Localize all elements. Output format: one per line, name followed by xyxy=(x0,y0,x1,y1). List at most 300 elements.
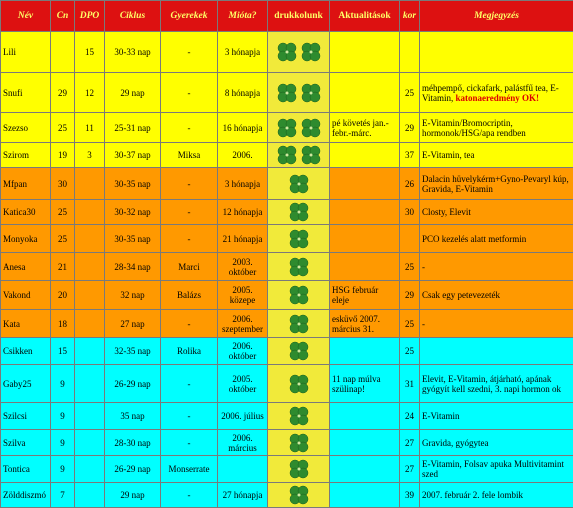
miota-cell xyxy=(218,281,268,310)
name-cell xyxy=(1,365,51,403)
four-leaf-clover-icon xyxy=(287,463,311,473)
cn-cell xyxy=(51,403,75,430)
name-cell xyxy=(1,403,51,430)
name-cell-text: Lili xyxy=(3,47,16,57)
gyerekek-cell-text: - xyxy=(188,47,191,57)
gyerekek-cell xyxy=(161,113,218,143)
gyerekek-cell-text: - xyxy=(188,88,191,98)
megjegyzes-cell-text: Dalacin hüvelykérm+Gyno-Pevaryl kúp, Gravida, E-Vitamin xyxy=(422,174,569,194)
kor-cell xyxy=(400,225,420,253)
name-cell xyxy=(1,200,51,225)
name-cell-text: Szirom xyxy=(3,150,29,160)
kor-cell-text: 30 xyxy=(405,207,414,217)
ciklus-cell-text: 28-30 nap xyxy=(114,438,150,448)
table-row xyxy=(1,168,573,200)
gyerekek-cell-text: Miksa xyxy=(178,150,201,160)
megjegyzes-cell-text: - xyxy=(422,262,425,272)
table-row xyxy=(1,310,573,338)
gyerekek-cell xyxy=(161,365,218,403)
cn-cell xyxy=(51,73,75,113)
kor-cell xyxy=(400,168,420,200)
name-cell xyxy=(1,73,51,113)
name-cell xyxy=(1,483,51,508)
col-header-name: Név xyxy=(1,1,51,32)
drukkolunk-cell xyxy=(268,143,330,168)
megjegyzes-cell xyxy=(420,403,573,430)
name-cell-text: Katica30 xyxy=(3,207,35,217)
aktualitasok-cell xyxy=(330,73,400,113)
miota-cell xyxy=(218,200,268,225)
ciklus-cell-text: 29 nap xyxy=(120,490,144,500)
miota-cell xyxy=(218,168,268,200)
gyerekek-cell xyxy=(161,403,218,430)
four-leaf-clover-icon xyxy=(287,410,311,420)
name-cell xyxy=(1,338,51,365)
aktualitasok-cell xyxy=(330,365,400,403)
miota-cell-text: 12 hónapja xyxy=(223,207,263,217)
ciklus-cell xyxy=(105,456,161,483)
name-cell xyxy=(1,281,51,310)
name-cell-text: Vakond xyxy=(3,290,31,300)
drukkolunk-cell xyxy=(268,310,330,338)
miota-cell xyxy=(218,483,268,508)
four-leaf-clover-icon xyxy=(275,46,299,56)
ciklus-cell xyxy=(105,403,161,430)
ciklus-cell-text: 35 nap xyxy=(120,411,144,421)
ciklus-cell xyxy=(105,483,161,508)
aktualitasok-cell xyxy=(330,281,400,310)
gyerekek-cell-text: Balázs xyxy=(177,290,201,300)
miota-cell-text: 3 hónapja xyxy=(225,179,260,189)
dpo-cell xyxy=(75,338,105,365)
cn-cell-text: 9 xyxy=(60,464,65,474)
ciklus-cell xyxy=(105,200,161,225)
kor-cell xyxy=(400,253,420,281)
cn-cell-text: 21 xyxy=(58,262,67,272)
megjegyzes-cell-text: E-Vitamin/Bromocriptin, hormonok/HSG/apa rendben xyxy=(422,118,526,138)
ciklus-cell xyxy=(105,225,161,253)
miota-cell xyxy=(218,430,268,456)
table-row xyxy=(1,225,573,253)
highlight-note: katonaeredmény OK! xyxy=(455,93,539,103)
cn-cell xyxy=(51,143,75,168)
gyerekek-cell-text: - xyxy=(188,438,191,448)
cn-cell-text: 9 xyxy=(60,379,65,389)
megjegyzes-cell xyxy=(420,281,573,310)
miota-cell-text: 2003. október xyxy=(229,257,257,277)
cn-cell xyxy=(51,456,75,483)
megjegyzes-cell xyxy=(420,143,573,168)
dpo-cell xyxy=(75,225,105,253)
col-header-cn: Cn xyxy=(51,1,75,32)
kor-cell-text: 37 xyxy=(405,150,414,160)
name-cell xyxy=(1,456,51,483)
megjegyzes-cell xyxy=(420,430,573,456)
aktualitasok-cell xyxy=(330,225,400,253)
four-leaf-clover-icon xyxy=(299,149,323,159)
col-header-ciklus: Ciklus xyxy=(105,1,161,32)
miota-cell-text: 2006. október xyxy=(229,341,257,361)
dpo-cell xyxy=(75,365,105,403)
name-cell-text: Szilcsi xyxy=(3,411,27,421)
aktualitasok-cell xyxy=(330,253,400,281)
col-header-miota: Mióta? xyxy=(218,1,268,32)
cn-cell xyxy=(51,365,75,403)
gyerekek-cell-text: Marci xyxy=(178,262,200,272)
drukkolunk-cell xyxy=(268,113,330,143)
name-cell-text: Szezso xyxy=(3,123,28,133)
ciklus-cell-text: 30-35 nap xyxy=(114,179,150,189)
dpo-cell xyxy=(75,253,105,281)
gyerekek-cell xyxy=(161,281,218,310)
kor-cell xyxy=(400,113,420,143)
gyerekek-cell xyxy=(161,73,218,113)
name-cell xyxy=(1,168,51,200)
kor-cell-text: 26 xyxy=(405,179,414,189)
megjegyzes-cell xyxy=(420,73,573,113)
miota-cell-text: 8 hónapja xyxy=(225,88,260,98)
kor-cell-text: 27 xyxy=(405,438,414,448)
megjegyzes-cell-text: Gravida, gyógytea xyxy=(422,438,488,448)
drukkolunk-cell xyxy=(268,456,330,483)
megjegyzes-cell-text: PCO kezelés alatt metformin xyxy=(422,234,526,244)
aktualitasok-cell xyxy=(330,168,400,200)
four-leaf-clover-icon xyxy=(287,206,311,216)
drukkolunk-cell xyxy=(268,365,330,403)
cn-cell-text: 9 xyxy=(60,411,65,421)
megjegyzes-cell-text: méhpempő, cickafark, palástfű tea, E-Vitamin, xyxy=(422,83,559,103)
cn-cell xyxy=(51,430,75,456)
miota-cell xyxy=(218,310,268,338)
cn-cell xyxy=(51,253,75,281)
gyerekek-cell-text: - xyxy=(188,319,191,329)
four-leaf-clover-icon xyxy=(287,261,311,271)
aktualitasok-cell xyxy=(330,32,400,73)
col-header-drukkolunk: drukkolunk xyxy=(268,1,330,32)
aktualitasok-cell-text: 11 nap múlva szülinap! xyxy=(332,374,381,394)
gyerekek-cell xyxy=(161,310,218,338)
gyerekek-cell xyxy=(161,483,218,508)
miota-cell xyxy=(218,113,268,143)
ciklus-cell-text: 32 nap xyxy=(120,290,144,300)
ciklus-cell-text: 30-35 nap xyxy=(114,234,150,244)
name-cell-text: Tontica xyxy=(3,464,30,474)
name-cell xyxy=(1,32,51,73)
cn-cell-text: 30 xyxy=(58,179,67,189)
miota-cell xyxy=(218,403,268,430)
miota-cell-text: 2005. október xyxy=(229,374,257,394)
kor-cell xyxy=(400,143,420,168)
miota-cell xyxy=(218,32,268,73)
kor-cell-text: 31 xyxy=(405,379,414,389)
aktualitasok-cell xyxy=(330,113,400,143)
cn-cell-text: 7 xyxy=(60,490,65,500)
cn-cell xyxy=(51,113,75,143)
ciklus-cell-text: 30-37 nap xyxy=(114,150,150,160)
megjegyzes-cell xyxy=(420,253,573,281)
dpo-cell xyxy=(75,430,105,456)
miota-cell xyxy=(218,338,268,365)
cn-cell-text: 20 xyxy=(58,290,67,300)
table-row xyxy=(1,365,573,403)
ciklus-cell-text: 27 nap xyxy=(120,319,144,329)
ciklus-cell xyxy=(105,430,161,456)
drukkolunk-cell xyxy=(268,225,330,253)
cn-cell xyxy=(51,483,75,508)
ciklus-cell xyxy=(105,365,161,403)
aktualitasok-cell-text: pé követés jan.-febr.-márc. xyxy=(332,118,389,138)
miota-cell xyxy=(218,73,268,113)
miota-cell-text: 2006. xyxy=(232,150,252,160)
ciklus-cell-text: 32-35 nap xyxy=(114,346,150,356)
gyerekek-cell xyxy=(161,225,218,253)
megjegyzes-cell xyxy=(420,168,573,200)
table-row xyxy=(1,456,573,483)
drukkolunk-cell xyxy=(268,430,330,456)
four-leaf-clover-icon xyxy=(299,87,323,97)
megjegyzes-cell-text: E-Vitamin xyxy=(422,411,459,421)
drukkolunk-cell xyxy=(268,338,330,365)
kor-cell xyxy=(400,483,420,508)
four-leaf-clover-icon xyxy=(287,318,311,328)
cn-cell-text: 25 xyxy=(58,123,67,133)
name-cell-text: Monyoka xyxy=(3,234,38,244)
megjegyzes-cell xyxy=(420,456,573,483)
aktualitasok-cell xyxy=(330,143,400,168)
megjegyzes-cell-text: E-Vitamin, tea xyxy=(422,150,474,160)
miota-cell-text: 2006. szeptember xyxy=(222,314,263,334)
kor-cell xyxy=(400,310,420,338)
megjegyzes-cell xyxy=(420,483,573,508)
miota-cell-text: 2005. közepe xyxy=(230,285,255,305)
gyerekek-cell xyxy=(161,200,218,225)
aktualitasok-cell xyxy=(330,403,400,430)
megjegyzes-cell xyxy=(420,310,573,338)
cn-cell xyxy=(51,338,75,365)
ciklus-cell-text: 29 nap xyxy=(120,88,144,98)
aktualitasok-cell xyxy=(330,483,400,508)
kor-cell xyxy=(400,430,420,456)
four-leaf-clover-icon xyxy=(287,289,311,299)
cn-cell xyxy=(51,310,75,338)
dpo-cell xyxy=(75,143,105,168)
four-leaf-clover-icon xyxy=(299,122,323,132)
drukkolunk-cell xyxy=(268,281,330,310)
header-row xyxy=(1,1,573,32)
dpo-cell-text: 12 xyxy=(85,88,94,98)
kor-cell-text: 29 xyxy=(405,123,414,133)
dpo-cell xyxy=(75,403,105,430)
cn-cell xyxy=(51,200,75,225)
ciklus-cell-text: 26-29 nap xyxy=(114,379,150,389)
miota-cell-text: 16 hónapja xyxy=(223,123,263,133)
kor-cell xyxy=(400,403,420,430)
kor-cell xyxy=(400,73,420,113)
four-leaf-clover-icon xyxy=(287,345,311,355)
megjegyzes-cell xyxy=(420,225,573,253)
kor-cell xyxy=(400,338,420,365)
megjegyzes-cell-text: - xyxy=(422,319,425,329)
dpo-cell xyxy=(75,281,105,310)
aktualitasok-cell xyxy=(330,456,400,483)
table-row xyxy=(1,253,573,281)
cn-cell-text: 9 xyxy=(60,438,65,448)
miota-cell-text: 3 hónapja xyxy=(225,47,260,57)
kor-cell-text: 27 xyxy=(405,464,414,474)
miota-cell-text: 2006. március xyxy=(228,433,257,453)
drukkolunk-cell xyxy=(268,253,330,281)
table-row xyxy=(1,430,573,456)
aktualitasok-cell xyxy=(330,200,400,225)
four-leaf-clover-icon xyxy=(287,178,311,188)
kor-cell-text: 25 xyxy=(405,88,414,98)
dpo-cell xyxy=(75,483,105,508)
ciklus-cell xyxy=(105,281,161,310)
four-leaf-clover-icon xyxy=(287,233,311,243)
gyerekek-cell-text: Rolika xyxy=(177,346,201,356)
table-row xyxy=(1,338,573,365)
cn-cell xyxy=(51,281,75,310)
four-leaf-clover-icon xyxy=(275,149,299,159)
ciklus-cell-text: 30-32 nap xyxy=(114,207,150,217)
dpo-cell xyxy=(75,310,105,338)
aktualitasok-cell xyxy=(330,338,400,365)
ciklus-cell xyxy=(105,73,161,113)
four-leaf-clover-icon xyxy=(287,378,311,388)
megjegyzes-cell xyxy=(420,32,573,73)
drukkolunk-cell xyxy=(268,483,330,508)
name-cell xyxy=(1,310,51,338)
dpo-cell xyxy=(75,32,105,73)
miota-cell-text: 2006. július xyxy=(221,411,264,421)
miota-cell xyxy=(218,143,268,168)
dpo-cell-text: 3 xyxy=(87,150,92,160)
gyerekek-cell xyxy=(161,430,218,456)
megjegyzes-cell-text: Closty, Elevit xyxy=(422,207,471,217)
megjegyzes-cell-text: 2007. február 2. fele lombik xyxy=(422,490,523,500)
aktualitasok-cell-text: HSG február eleje xyxy=(332,285,378,305)
kor-cell xyxy=(400,32,420,73)
table-row xyxy=(1,403,573,430)
kor-cell-text: 29 xyxy=(405,290,414,300)
name-cell-text: Kata xyxy=(3,319,20,329)
miota-cell-text: 21 hónapja xyxy=(223,234,263,244)
name-cell-text: Gaby25 xyxy=(3,379,32,389)
ciklus-cell xyxy=(105,310,161,338)
gyerekek-cell xyxy=(161,168,218,200)
ciklus-cell-text: 26-29 nap xyxy=(114,464,150,474)
ciklus-cell xyxy=(105,113,161,143)
kor-cell xyxy=(400,200,420,225)
col-header-gyerekek: Gyerekek xyxy=(161,1,218,32)
miota-cell xyxy=(218,365,268,403)
table-body xyxy=(1,32,573,508)
megjegyzes-cell-text: E-Vitamin, Folsav apuka Multivitamint szed xyxy=(422,459,564,479)
ciklus-cell-text: 28-34 nap xyxy=(114,262,150,272)
drukkolunk-cell xyxy=(268,168,330,200)
drukkolunk-cell xyxy=(268,32,330,73)
kor-cell xyxy=(400,365,420,403)
kor-cell-text: 25 xyxy=(405,262,414,272)
kor-cell xyxy=(400,456,420,483)
col-header-kor: kor xyxy=(400,1,420,32)
miota-cell-text: 27 hónapja xyxy=(223,490,263,500)
four-leaf-clover-icon xyxy=(275,122,299,132)
drukkolunk-cell xyxy=(268,403,330,430)
cn-cell-text: 19 xyxy=(58,150,67,160)
name-cell xyxy=(1,430,51,456)
name-cell xyxy=(1,225,51,253)
gyerekek-cell xyxy=(161,32,218,73)
col-header-dpo: DPO xyxy=(75,1,105,32)
cn-cell xyxy=(51,168,75,200)
dpo-cell xyxy=(75,168,105,200)
table-row xyxy=(1,483,573,508)
cn-cell-text: 29 xyxy=(58,88,67,98)
kor-cell xyxy=(400,281,420,310)
cn-cell-text: 15 xyxy=(58,346,67,356)
gyerekek-cell xyxy=(161,143,218,168)
megjegyzes-cell xyxy=(420,365,573,403)
miota-cell xyxy=(218,456,268,483)
drukkolunk-cell xyxy=(268,73,330,113)
gyerekek-cell-text: - xyxy=(188,490,191,500)
four-leaf-clover-icon xyxy=(299,46,323,56)
ciklus-cell xyxy=(105,253,161,281)
gyerekek-cell-text: - xyxy=(188,234,191,244)
name-cell-text: Zölddiszmó xyxy=(3,490,46,500)
name-cell-text: Mfpan xyxy=(3,179,27,189)
dpo-cell xyxy=(75,456,105,483)
four-leaf-clover-icon xyxy=(287,489,311,499)
name-cell xyxy=(1,113,51,143)
name-cell xyxy=(1,253,51,281)
ciklus-cell xyxy=(105,168,161,200)
aktualitasok-cell xyxy=(330,430,400,456)
name-cell xyxy=(1,143,51,168)
aktualitasok-cell xyxy=(330,310,400,338)
gyerekek-cell-text: - xyxy=(188,207,191,217)
megjegyzes-cell-text: Csak egy petevezeték xyxy=(422,290,500,300)
kor-cell-text: 25 xyxy=(405,346,414,356)
table-row xyxy=(1,281,573,310)
dpo-cell xyxy=(75,73,105,113)
kor-cell-text: 25 xyxy=(405,319,414,329)
gyerekek-cell-text: - xyxy=(188,179,191,189)
megjegyzes-cell xyxy=(420,200,573,225)
dpo-cell xyxy=(75,113,105,143)
table-row xyxy=(1,143,573,168)
ciklus-cell xyxy=(105,338,161,365)
cn-cell xyxy=(51,225,75,253)
four-leaf-clover-icon xyxy=(275,87,299,97)
four-leaf-clover-icon xyxy=(287,437,311,447)
ciklus-cell xyxy=(105,32,161,73)
col-header-megjegyzes: Megjegyzés xyxy=(420,1,573,32)
gyerekek-cell-text: - xyxy=(188,123,191,133)
table-row xyxy=(1,73,573,113)
megjegyzes-cell-text: Elevit, E-Vitamin, átjárható, apának gyógyít kell szedni, 3. napi hormon ok xyxy=(422,374,561,394)
table-row xyxy=(1,200,573,225)
dpo-cell xyxy=(75,200,105,225)
drukkolunk-cell xyxy=(268,200,330,225)
name-cell-text: Szilva xyxy=(3,438,26,448)
name-cell-text: Anesa xyxy=(3,262,26,272)
megjegyzes-cell xyxy=(420,338,573,365)
gyerekek-cell-text: - xyxy=(188,379,191,389)
cn-cell-text: 18 xyxy=(58,319,67,329)
cn-cell xyxy=(51,32,75,73)
